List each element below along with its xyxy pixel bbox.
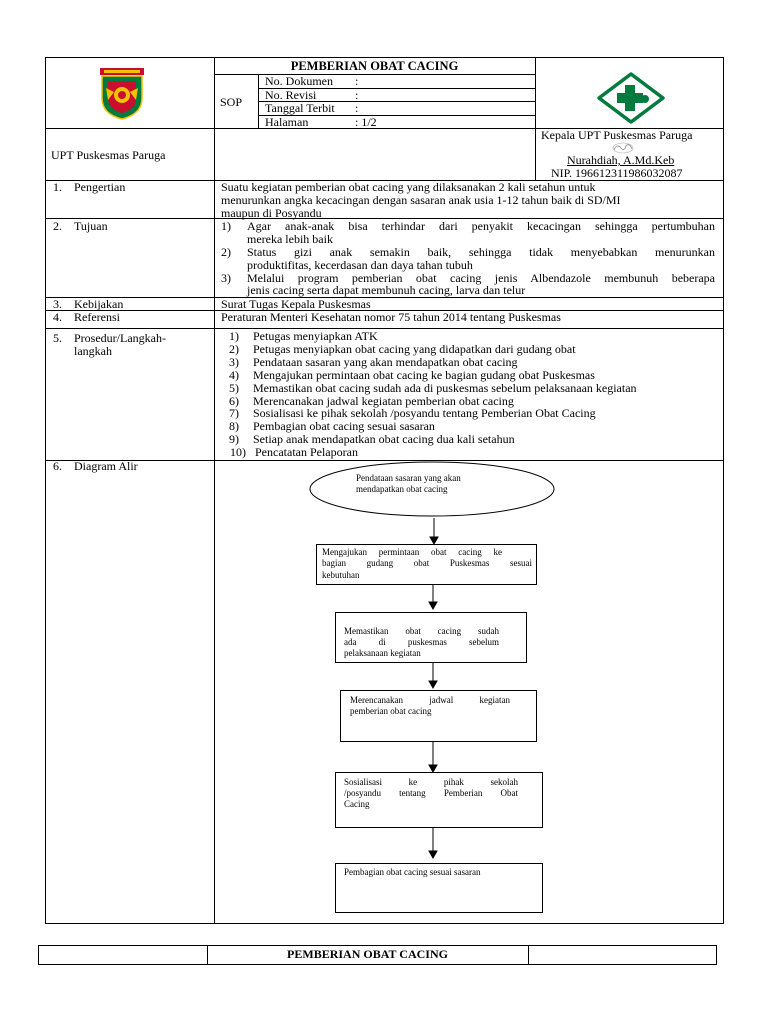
pengertian-text: maupun di Posyandu bbox=[221, 206, 322, 220]
prosedur-step-number: 1) bbox=[229, 329, 239, 343]
flow-box-text: Sosialisasi ke pihak sekolah bbox=[344, 777, 518, 787]
prosedur-step-number: 10) bbox=[230, 445, 246, 459]
doc-field-label: Tanggal Terbit bbox=[265, 101, 335, 115]
flow-box-text: pemberian obat cacing bbox=[350, 706, 432, 716]
head-nip: NIP. 196612311986032087 bbox=[551, 166, 683, 180]
sop-label: SOP bbox=[220, 95, 243, 109]
tujuan-number: 2) bbox=[221, 245, 231, 259]
doc-field-value: : bbox=[355, 88, 359, 102]
prosedur-step-text: Setiap anak mendapatkan obat cacing dua kali setahun bbox=[253, 432, 515, 446]
section-label: Diagram Alir bbox=[74, 459, 138, 473]
flow-box-text: kebutuhan bbox=[322, 570, 360, 580]
prosedur-step-text: Pendataan sasaran yang akan mendapatkan obat cacing bbox=[253, 355, 518, 369]
document-title: PEMBERIAN OBAT CACING bbox=[290, 59, 459, 73]
flow-arrow bbox=[429, 828, 437, 858]
prosedur-step-text: Petugas menyiapkan ATK bbox=[253, 329, 378, 343]
section-number: 4. bbox=[53, 310, 62, 324]
tujuan-text: mereka lebih baik bbox=[247, 232, 333, 246]
prosedur-step-text: Sosialisasi ke pihak sekolah /posyandu tentang Pemberian Obat Cacing bbox=[253, 406, 596, 420]
kebijakan-text: Surat Tugas Kepala Puskesmas bbox=[221, 297, 371, 311]
next-page-title: PEMBERIAN OBAT CACING bbox=[287, 947, 448, 961]
doc-field-value: : 1/2 bbox=[355, 115, 377, 129]
tujuan-number: 3) bbox=[221, 271, 231, 285]
prosedur-step-number: 5) bbox=[229, 381, 239, 395]
section-label: Pengertian bbox=[74, 180, 126, 194]
flow-arrow bbox=[429, 742, 437, 772]
prosedur-step-text: Mengajukan permintaan obat cacing ke bagian gudang obat Puskesmas bbox=[253, 368, 595, 382]
flow-arrow bbox=[429, 663, 437, 688]
tujuan-text: produktifitas, kecerdasan dan daya tahan tubuh bbox=[247, 258, 473, 272]
referensi-text: Peraturan Menteri Kesehatan nomor 75 tahun 2014 tentang Puskesmas bbox=[221, 310, 561, 324]
flow-box-text: /posyandu tentang Pemberian Obat bbox=[344, 788, 518, 798]
doc-field-value: : bbox=[355, 101, 359, 115]
col-divider bbox=[528, 945, 529, 965]
flow-start-text: mendapatkan obat cacing bbox=[356, 484, 448, 494]
prosedur-step-text: Pencatatan Pelaporan bbox=[255, 445, 358, 459]
flow-box-text: pelaksanaan kegiatan bbox=[344, 648, 421, 658]
flow-box-text: Memastikan obat cacing sudah bbox=[344, 626, 499, 636]
doc-field-value: : bbox=[355, 74, 359, 88]
doc-field-label: Halaman bbox=[265, 115, 309, 129]
section-label: Prosedur/Langkah- bbox=[74, 331, 166, 345]
head-title: Kepala UPT Puskesmas Paruga bbox=[541, 128, 693, 142]
unit-name: UPT Puskesmas Paruga bbox=[51, 148, 166, 162]
prosedur-step-text: Petugas menyiapkan obat cacing yang didapatkan dari gudang obat bbox=[253, 342, 576, 356]
prosedur-step-text: Memastikan obat cacing sudah ada di puskesmas sebelum pelaksanaan kegiatan bbox=[253, 381, 637, 395]
prosedur-step-number: 7) bbox=[229, 406, 239, 420]
tujuan-number: 1) bbox=[221, 219, 231, 233]
prosedur-step-number: 4) bbox=[229, 368, 239, 382]
section-label: Kebijakan bbox=[74, 297, 124, 311]
tujuan-text: jenis cacing serta dapat membunuh cacing, larva dan telur bbox=[247, 283, 526, 297]
section-number: 6. bbox=[53, 459, 62, 473]
section-label: langkah bbox=[74, 344, 112, 358]
flow-box-text: Merencanakan jadwal kegiatan bbox=[350, 695, 510, 705]
flow-box-text: Mengajukan permintaan obat cacing ke bbox=[322, 547, 502, 557]
prosedur-step-number: 9) bbox=[229, 432, 239, 446]
prosedur-step-number: 8) bbox=[229, 419, 239, 433]
flow-box-text: Cacing bbox=[344, 799, 370, 809]
prosedur-step-number: 3) bbox=[229, 355, 239, 369]
head-name: Nurahdiah, A.Md.Keb bbox=[567, 153, 675, 167]
flow-box-text: ada di puskesmas sebelum bbox=[344, 637, 499, 647]
flow-box-text: bagian gudang obat Puskesmas sesuai bbox=[322, 558, 532, 568]
prosedur-step-text: Pembagian obat cacing sesuai sasaran bbox=[253, 419, 435, 433]
flow-start-text: Pendataan sasaran yang akan bbox=[356, 473, 461, 483]
pengertian-text: menurunkan angka kecacingan dengan sasaran anak usia 1-12 tahun baik di SD/MI bbox=[221, 193, 621, 207]
flow-box-text: Pembagian obat cacing sesuai sasaran bbox=[344, 867, 481, 877]
prosedur-step-number: 2) bbox=[229, 342, 239, 356]
section-number: 3. bbox=[53, 297, 62, 311]
doc-field-label: No. Revisi bbox=[265, 88, 317, 102]
section-number: 2. bbox=[53, 219, 62, 233]
flow-arrow bbox=[430, 518, 438, 544]
tujuan-text: Melalui program pemberian obat cacing jenis Albendazole membunuh beberapa bbox=[247, 271, 715, 285]
section-label: Tujuan bbox=[74, 219, 108, 233]
section-label: Referensi bbox=[74, 310, 120, 324]
section-number: 1. bbox=[53, 180, 62, 194]
pengertian-text: Suatu kegiatan pemberian obat cacing yang dilaksanakan 2 kali setahun untuk bbox=[221, 180, 596, 194]
section-number: 5. bbox=[53, 331, 62, 345]
tujuan-text: Agar anak-anak bisa terhindar dari penyakit kecacingan sehingga pertumbuhan bbox=[247, 219, 715, 233]
prosedur-step-number: 6) bbox=[229, 394, 239, 408]
tujuan-text: Status gizi anak semakin baik, sehingga tidak menyebabkan menurunkan bbox=[247, 245, 715, 259]
prosedur-step-text: Merencanakan jadwal kegiatan pemberian obat cacing bbox=[253, 394, 514, 408]
doc-field-label: No. Dokumen bbox=[265, 74, 333, 88]
flow-arrow bbox=[429, 585, 437, 609]
